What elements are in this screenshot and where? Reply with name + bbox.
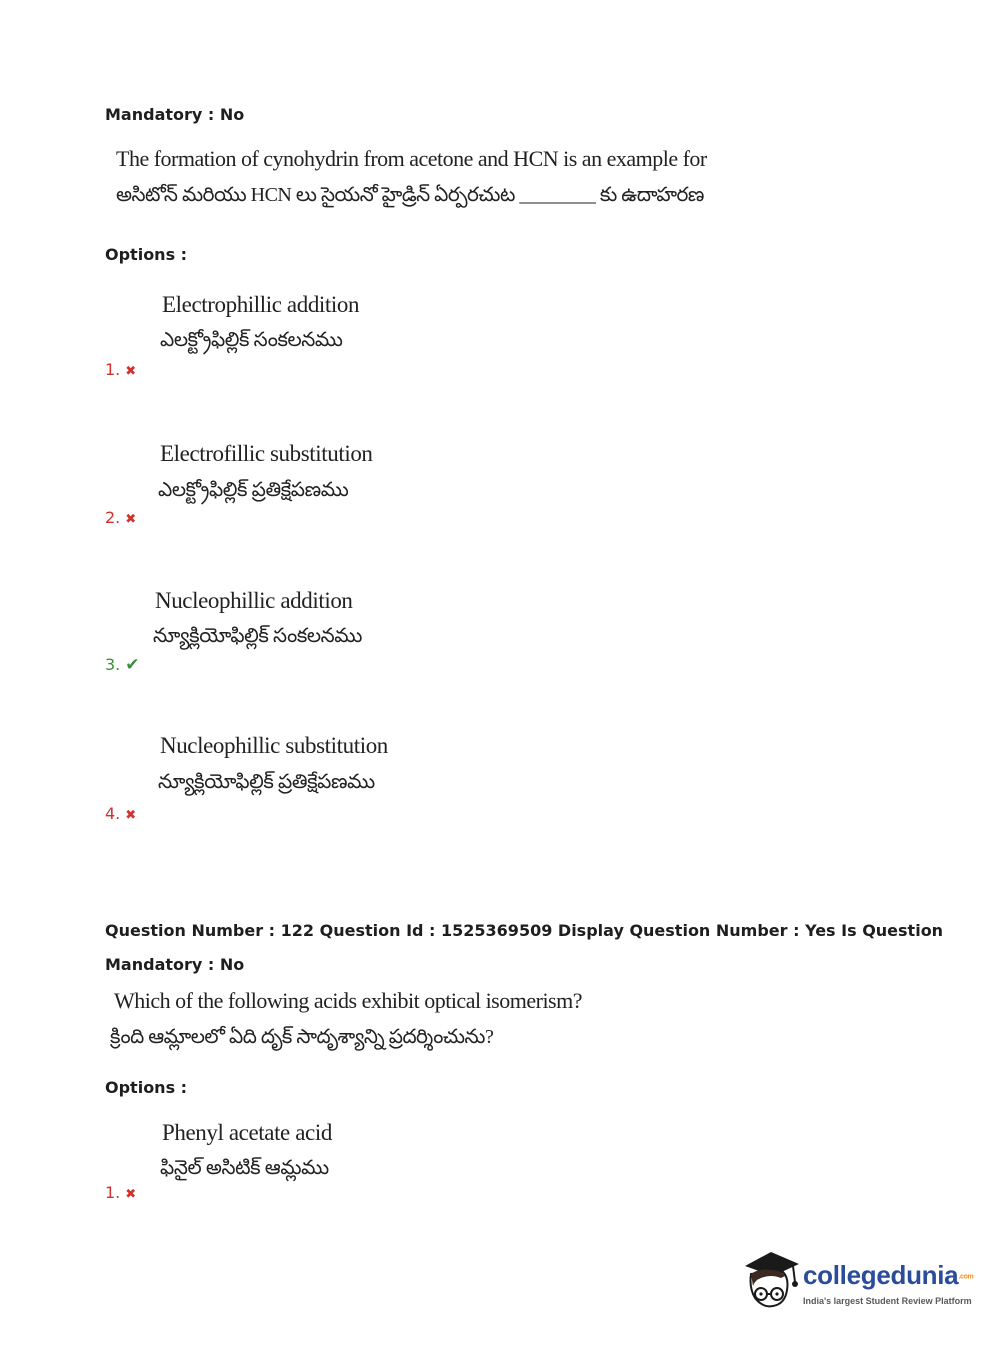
option-4-number-label: 4. [105,804,121,823]
logo-suffix: .com [958,1273,974,1281]
option-4-number [105,804,136,823]
logo-name: collegedunia [803,1260,959,1290]
option-2-text-telugu: ఎలక్ట్రోఫిల్లిక్ ప్రతిక్షేపణము [158,479,349,501]
logo-tagline: India's largest Student Review Platform [803,1296,972,1306]
mandatory-label: Mandatory : No [105,955,245,974]
option-4-text-english: Nucleophillic substitution [160,733,388,758]
question-text-telugu: క్రింది ఆమ్లాలలో ఏది దృక్ సాదృశ్యాన్ని ప్రదర్శించును? [110,1026,494,1048]
wrong-icon: ✖ [125,512,137,527]
question-text-english: Which of the following acids exhibit optical isomerism? [114,988,582,1013]
wrong-icon: ✖ [125,1187,137,1202]
option-1-text-telugu: ఎలక్ట్రోఫిల్లిక్ సంకలనము [160,329,343,351]
option-3-number [105,655,140,675]
answer-blank: ________ [519,184,596,206]
option-2-number-label: 2. [105,508,121,527]
option-1-number-label: 1. [105,1183,121,1202]
logo-wordmark [803,1260,973,1291]
question-text-telugu-part1: అసిటోన్ మరియు HCN లు సైయనో హైడ్రిన్ ఏర్పరచుట [116,184,515,206]
wrong-icon: ✖ [125,808,137,823]
options-label: Options : [105,1078,188,1097]
option-3-text-telugu: న్యూక్లియోఫిల్లిక్ సంకలనము [153,625,362,647]
option-1-number [105,1183,136,1202]
question-header: Question Number : 122 Question Id : 1525369509 Display Question Number : Yes Is Question [105,921,944,940]
option-1-text-english: Electrophillic addition [162,292,360,317]
option-1-text-telugu: ఫినైల్ అసిటిక్ ఆమ్లము [160,1157,329,1179]
option-3-number-label: 3. [105,655,121,674]
collegedunia-logo[interactable] [741,1248,974,1320]
option-2-text-english: Electrofillic substitution [160,441,373,466]
option-2-number [105,508,136,527]
mandatory-label: Mandatory : No [105,105,245,124]
graduate-mascot-icon [741,1248,801,1314]
options-label: Options : [105,245,188,264]
question-text-english: The formation of cynohydrin from acetone and HCN is an example for [116,146,707,171]
option-4-text-telugu: న్యూక్లియోఫిల్లిక్ ప్రతిక్షేపణము [158,771,375,793]
wrong-icon: ✖ [125,364,137,379]
option-1-number [105,360,136,379]
question-text-telugu [116,178,704,212]
correct-check-icon: ✔ [125,655,140,675]
option-1-number-label: 1. [105,360,121,379]
option-3-text-english: Nucleophillic addition [155,588,353,613]
option-1-text-english: Phenyl acetate acid [162,1120,332,1145]
question-text-telugu-part2: కు ఉదాహరణ [599,184,704,206]
